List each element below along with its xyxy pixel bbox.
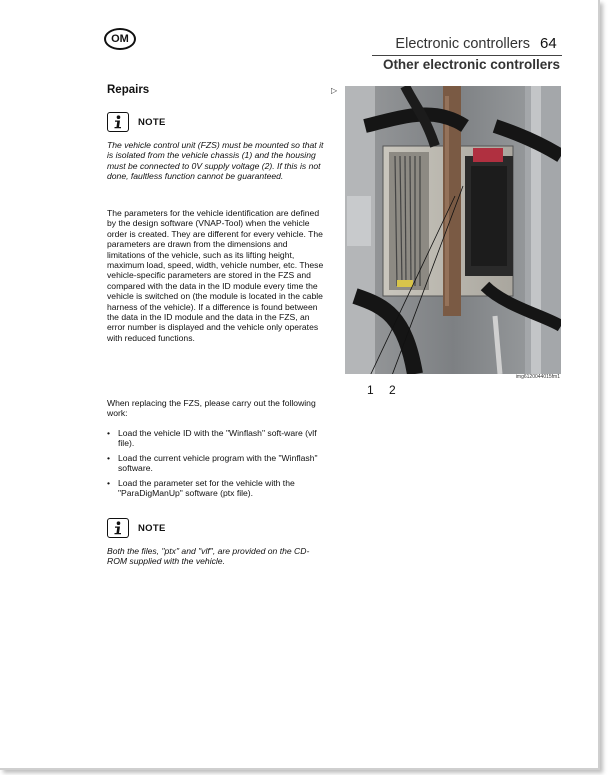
- info-icon: [107, 518, 129, 538]
- list-item: • Load the parameter set for the vehicle with the "ParaDigManUp" software (ptx file).: [107, 478, 325, 499]
- note-2-header: [107, 518, 166, 538]
- controller-photo: [345, 86, 561, 374]
- om-logo: OM: [104, 28, 136, 50]
- note-2-label: NOTE: [138, 522, 166, 534]
- callout-2: 2: [389, 383, 396, 397]
- chapter-title: Electronic controllers: [395, 36, 530, 52]
- note-1-header: [107, 112, 166, 132]
- info-icon: [107, 112, 129, 132]
- list-item: • Load the vehicle ID with the "Winflash" soft-ware (vlf file).: [107, 428, 325, 449]
- callout-1: 1: [367, 383, 374, 397]
- header-rule: [372, 55, 562, 56]
- note-1-text: The vehicle control unit (FZS) must be mounted so that it is isolated from the vehicle chassis (1) and the housing must be connected to 0V supply voltage (2). If this is not done, faultless function cannot be guaranteed.: [107, 140, 324, 182]
- body-paragraph-1: The parameters for the vehicle identification are defined by the design software (VNAP-Tool) when the vehicle order is created. They are different for every vehicle. The parameters are drawn from the dimensions and limitations of the vehicle, such as its lifting height, maximum load, speed, width, vehicle number, etc. These vehicle-specific parameters are stored in the FZS and compared with the data in the ID module every time the vehicle is switched on (the module is located in the cable harness of the vehicle). If a difference is found between the data in the ID module and the data in the FZS, an error number is displayed and the vehicle only operates with reduced functions.: [107, 208, 324, 343]
- list-item: • Load the current vehicle program with the "Winflash" software.: [107, 453, 325, 474]
- image-reference: img6120044015fm1: [515, 374, 560, 380]
- note-1-label: NOTE: [138, 116, 166, 128]
- page-number: 64: [540, 35, 557, 52]
- work-steps-list: [107, 428, 325, 502]
- triangle-marker-icon: ▷: [331, 86, 338, 95]
- note-2-text: Both the files, "ptx" and "vlf", are provided on the CD-ROM supplied with the vehicle.: [107, 546, 310, 567]
- repairs-heading: Repairs: [107, 84, 150, 96]
- section-title: Other electronic controllers: [382, 57, 560, 72]
- body-paragraph-2: When replacing the FZS, please carry out the following work:: [107, 398, 316, 419]
